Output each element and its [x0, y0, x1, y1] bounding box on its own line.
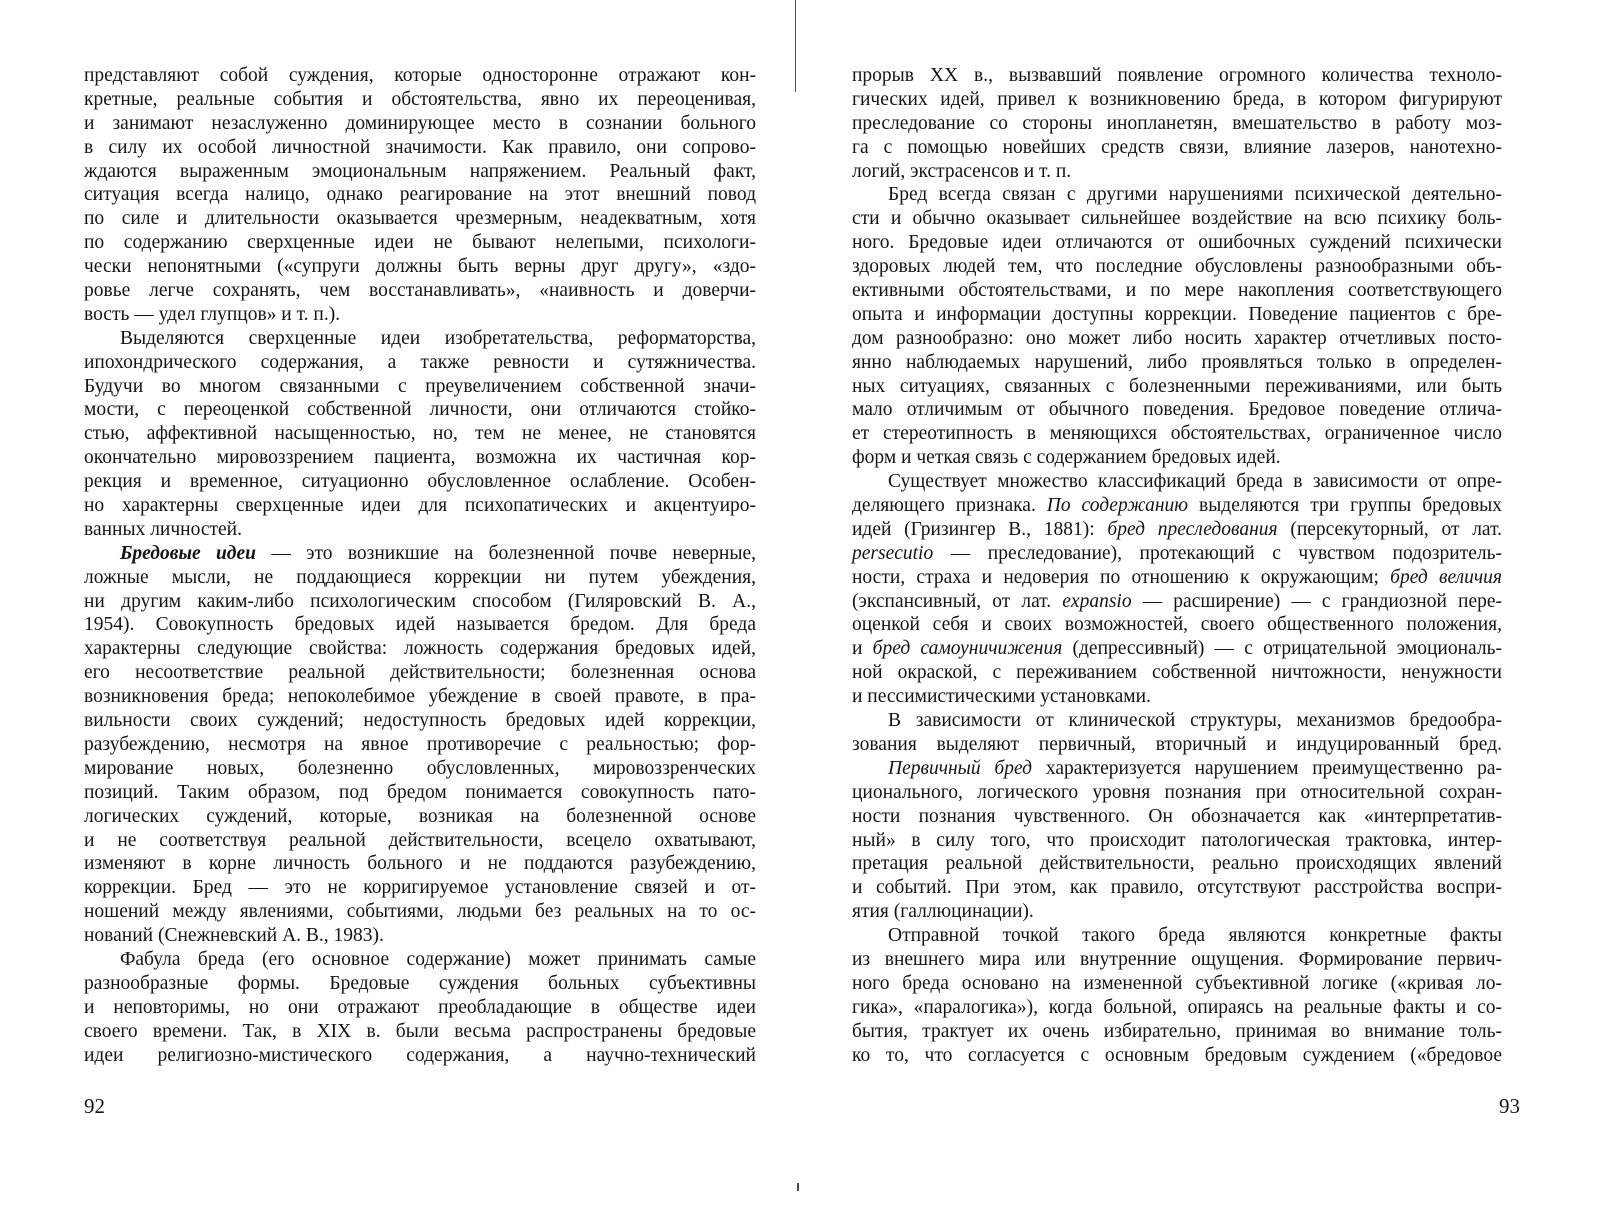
text-line: сти и обычно оказывает сильнейшее воздействие на всю психику боль- [852, 208, 1502, 230]
text-line: га с помощью новейших средств связи, влияние лазеров, нанотехно- [852, 136, 1502, 158]
text-line: форм и четкая связь с содержанием бредовых идей. [852, 447, 1281, 469]
text-line: и не соответствуя реальной действительности, всецело охватывают, [84, 829, 756, 851]
page-number-right: 93 [1499, 1094, 1520, 1118]
text-line: окончательно мировоззрением пациента, возможна их частичная кор- [84, 447, 756, 469]
text-line: мости, с переоценкой собственной личности, они отличаются стойко- [84, 399, 756, 421]
text-line: рекция и временное, ситуационно обусловленное ослабление. Особен- [84, 471, 756, 493]
text-line: нований (Снежневский А. В., 1983). [84, 925, 384, 947]
text-line: претация реальной действительности, реально происходящих явлений [852, 853, 1502, 875]
text-line: ективными обстоятельствами, и по мере накопления соответствующего [852, 280, 1502, 302]
text-line: ложные мысли, не поддающиеся коррекции ни путем убеждения, [84, 566, 756, 588]
text-line: Бред всегда связан с другими нарушениями психической деятельно- [888, 184, 1502, 206]
text-line: по содержанию сверхценные идеи не бывают нелепыми, психологи- [84, 232, 756, 254]
text-line: дом разнообразно: оно может либо носить характер отчетливых посто- [852, 327, 1502, 349]
italic-term: бред самоуничижения [872, 638, 1063, 660]
text-line: характерны следующие свойства: ложность содержания бредовых идей, [84, 638, 756, 660]
text-line: идей (Гризингер В., 1881): бред преследования (персекуторный, от лат. [852, 518, 1503, 540]
text-line: ности, страха и недоверия по отношению к окружающим; бред величия [852, 566, 1502, 588]
italic-term: persecutio [852, 542, 934, 564]
text-line: ни другим каким-либо психологическим способом (Гиляровский В. А., [84, 590, 756, 612]
text-line: ет стереотипность в меняющихся обстоятельствах, ограниченное число [852, 423, 1502, 445]
text-line: Отправной точкой такого бреда являются конкретные факты [888, 925, 1502, 947]
text-line: логий, экстрасенсов и т. п. [852, 160, 1072, 182]
text-line: прорыв XX в., вызвавший появление огромного количества техноло- [852, 65, 1502, 86]
text-line: деляющего признака. По содержанию выделяются три группы бредовых [852, 495, 1503, 517]
text-line: разубеждению, несмотря на явное противоречие с реальностью; фор- [84, 733, 756, 755]
text-line: оценкой себя и своих возможностей, своего общественного положения, [852, 614, 1502, 636]
text-line: разнообразные формы. Бредовые суждения больных субъективны [84, 972, 756, 994]
text-line: ного бреда основано на измененной субъективной логике («кривая ло- [852, 972, 1502, 994]
text-line: стью, аффективной насыщенностью, но, тем не менее, не становятся [84, 423, 756, 445]
text-line: Бредовые идеи — это возникшие на болезненной почве неверные, [120, 542, 757, 564]
text-line: и событий. При этом, как правило, отсутствуют расстройства воспри- [852, 877, 1502, 899]
text-line: Первичный бред характеризуется нарушением преимущественно ра- [888, 757, 1503, 779]
text-line: ситуация всегда налицо, однако реагирование на этот внешний повод [84, 184, 756, 206]
text-line: ности познания чувственного. Он обозначается как «интерпретатив- [852, 805, 1502, 827]
text-line: Фабула бреда (его основное содержание) может принимать самые [120, 948, 756, 970]
text-line: коррекции. Бред — это не корригируемое установление связей и от- [84, 877, 756, 899]
text-line: мирование новых, болезненно обусловленных, мировоззренческих [84, 757, 756, 779]
text-line: persecutio — преследование), протекающий с чувством подозритель- [852, 542, 1502, 564]
text-line: логических суждений, которые, возникая на болезненной основе [84, 805, 756, 827]
text-line: но характерны сверхценные идеи для психопатических и акцентуиро- [84, 495, 756, 517]
text-line: ционального, логического уровня познания при относительной сохран- [852, 781, 1502, 803]
text-line: мало отличимым от обычного поведения. Бредовое поведение отлича- [852, 399, 1502, 421]
text-line: гических идей, привел к возникновению бреда, в котором фигурируют [852, 88, 1502, 110]
term-heading: Бредовые идеи [120, 542, 256, 564]
italic-term: expansio [1062, 590, 1132, 612]
text-line: В зависимости от клинической структуры, механизмов бредообра- [888, 710, 1502, 732]
text-line: позиций. Таким образом, под бредом понимается совокупность пато- [84, 781, 756, 803]
text-line: ной окраской, с переживанием собственной ничтожности, ненужности [852, 662, 1502, 684]
text-line: ятия (галлюцинации). [852, 901, 1034, 923]
text-line: ждаются выраженным эмоциональным напряжением. Реальный факт, [84, 160, 756, 182]
text-line: ванных личностей. [84, 518, 242, 540]
text-line: бытия, трактует их очень избирательно, принимая во внимание толь- [852, 1020, 1502, 1042]
text-line: ного. Бредовые идеи отличаются от ошибочных суждений психически [852, 232, 1502, 254]
text-line: возникновения бреда; непоколебимое убеждение в своей правоте, в пра- [84, 686, 756, 708]
text-line: преследование со стороны инопланетян, вмешательство в работу моз- [852, 112, 1502, 134]
italic-term: Первичный бред [888, 757, 1033, 779]
text-line: идеи религиозно-мистического содержания, а научно-технический [84, 1044, 756, 1066]
italic-term: бред преследования [1107, 518, 1278, 540]
left-page-text [84, 64, 756, 1067]
text-line: чески непонятными («супруги должны быть верны друг другу», «здо- [84, 256, 756, 278]
text-line: и занимают незаслуженно доминирующее место в сознании больного [84, 112, 756, 134]
text-line: вильности своих суждений; недоступность бредовых идей коррекции, [84, 710, 756, 732]
text-line: изменяют в корне личность больного и не поддаются разубеждению, [84, 853, 756, 875]
right-page-text [852, 64, 1502, 1067]
text-line: 1954). Совокупность бредовых идей называется бредом. Для бреда [84, 614, 756, 636]
text-line: и неповторимы, но они отражают преобладающие в обществе идеи [84, 996, 756, 1018]
text-line: его несоответствие реальной действительности; болезненная основа [84, 662, 756, 684]
text-line: здоровых людей тем, что последние обусловлены разнообразными объ- [852, 256, 1502, 278]
scan-mark [797, 1183, 799, 1191]
text-line: Будучи во многом связанными с преувеличением собственной значи- [84, 375, 756, 397]
text-line: своего времени. Так, в XIX в. были весьма распространены бредовые [84, 1020, 756, 1042]
text-line: и пессимистическими установками. [852, 686, 1151, 708]
text-line: гика», «паралогика»), когда больной, опираясь на реальные факты и со- [852, 996, 1502, 1018]
text-line: янно наблюдаемых нарушений, либо проявляться только в определен- [852, 351, 1502, 373]
text-line: Выделяются сверхценные идеи изобретательства, реформаторства, [120, 327, 756, 349]
text-line: (экспансивный, от лат. expansio — расширение) — с грандиозной пере- [852, 590, 1502, 612]
gutter-line [795, 0, 796, 92]
text-line: ровье легче сохранять, чем восстанавливать», «наивность и доверчи- [84, 280, 756, 302]
page-number-left: 92 [84, 1094, 105, 1118]
text-line: ипохондрического содержания, а также ревности и сутяжничества. [84, 351, 756, 373]
text-line: кретные, реальные события и обстоятельства, явно их переоценивая, [84, 88, 756, 110]
text-line: ный» в силу того, что происходит патологическая трактовка, интер- [852, 829, 1502, 851]
text-line: ко то, что согласуется с основным бредовым суждением («бредовое [852, 1044, 1502, 1066]
text-line: по силе и длительности оказывается чрезмерным, неадекватным, хотя [84, 208, 756, 230]
text-line: зования выделяют первичный, вторичный и индуцированный бред. [852, 733, 1502, 755]
text-line: в силу их особой личностной значимости. Как правило, они сопрово- [84, 136, 756, 158]
text-line: вость — удел глупцов» и т. п.). [84, 303, 341, 325]
text-line: из внешнего мира или внутренние ощущения. Формирование первич- [852, 948, 1502, 970]
text-line: опыта и информации доступны коррекции. Поведение пациентов с бре- [852, 303, 1502, 325]
italic-term: бред величия [1390, 566, 1502, 588]
text-line: ношений между явлениями, событиями, людьми без реальных на то ос- [84, 901, 756, 923]
text-line: Существует множество классификаций бреда в зависимости от опре- [888, 471, 1502, 493]
italic-term: По содержанию [1046, 495, 1189, 517]
text-line: ных ситуациях, связанных с болезненными переживаниями, или быть [852, 375, 1502, 397]
text-line: и бред самоуничижения (депрессивный) — с отрицательной эмоциональ- [852, 638, 1502, 660]
text-line: представляют собой суждения, которые односторонне отражают кон- [84, 65, 756, 86]
